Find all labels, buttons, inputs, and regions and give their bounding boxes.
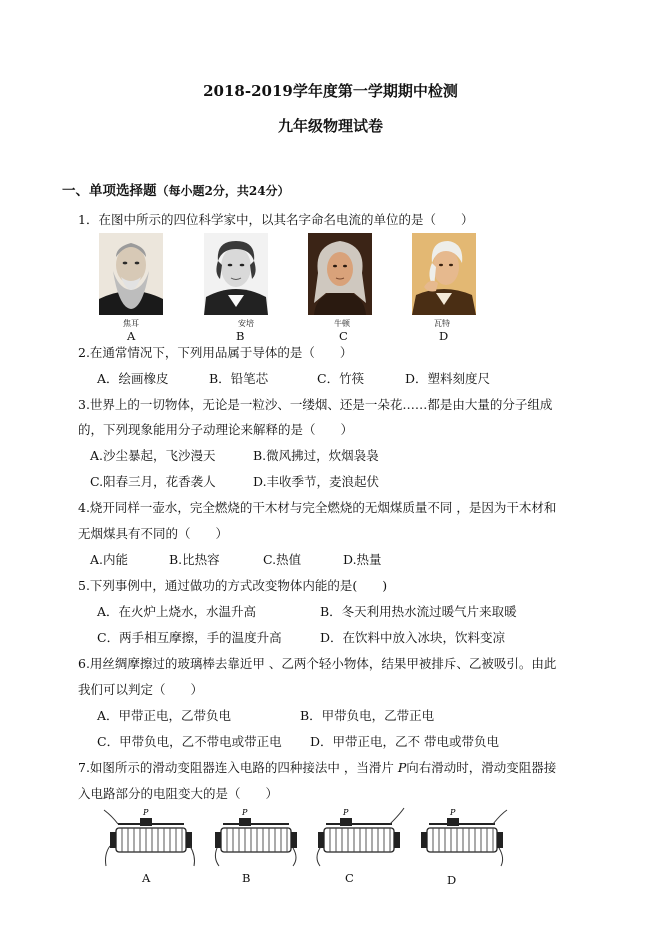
- slider-label-d: P: [450, 808, 456, 817]
- q7-stem-line1: [78, 760, 556, 776]
- q1-name-b: 安培: [238, 319, 254, 328]
- q6-option-b: B．甲带负电，乙带正电: [300, 708, 435, 723]
- slider-label-c: P: [343, 808, 349, 817]
- section-heading: [62, 183, 290, 199]
- q7-stem-line1-b: 向右滑动时，滑动变阻器接: [406, 760, 557, 775]
- rheostat-figure-b: [207, 806, 303, 868]
- q1-letter-b: B: [236, 329, 245, 343]
- rheostat-figure-c: [310, 806, 406, 868]
- section-score-note: （每小题2分，共24分）: [156, 184, 290, 198]
- q1-letter-c: C: [339, 329, 348, 343]
- portrait-watt: [412, 233, 476, 315]
- q3-option-b: B.微风拂过，炊烟袅袅: [253, 448, 379, 463]
- q7-stem-p: P: [397, 760, 407, 775]
- q4-stem-line1: 4.烧开同样一壶水，完全燃烧的干木材与完全燃烧的无烟煤质量不同 ，是因为干木材和: [78, 500, 557, 515]
- q6-option-a: A．甲带正电，乙带负电: [97, 708, 232, 723]
- q2-option-c: C．竹筷: [317, 371, 365, 386]
- q5-option-c: C．两手相互摩擦，手的温度升高: [97, 630, 282, 645]
- q6-stem-line1: 6.用丝绸摩擦过的玻璃棒去靠近甲 、乙两个轻小物体，结果甲被排斥、乙被吸引。由此: [78, 656, 557, 671]
- q2-option-b: B．铅笔芯: [209, 371, 269, 386]
- q4-option-b: B.比热容: [169, 552, 220, 567]
- portrait-joule: [99, 233, 163, 315]
- exam-title: 2018-2019学年度第一学期期中检测: [203, 82, 458, 100]
- q4-option-d: D.热量: [343, 552, 382, 567]
- q1-stem: 1．在图中所示的四位科学家中，以其名字命名电流的单位的是（ ）: [78, 212, 474, 227]
- q7-figure-b: B: [242, 871, 251, 885]
- q5-stem: 5.下列事例中，通过做功的方式改变物体内能的是( ): [78, 578, 388, 593]
- q2-option-a: A．绘画橡皮: [97, 371, 169, 386]
- rheostat-figure-a: [102, 806, 198, 868]
- q6-stem-line2: 我们可以判定（ ）: [78, 682, 204, 697]
- q4-option-a: A.内能: [90, 552, 129, 567]
- q5-option-d: D．在饮料中放入冰块，饮料变凉: [320, 630, 506, 645]
- q7-figure-c: C: [345, 871, 354, 885]
- q7-stem-line1-a: 7.如图所示的滑动变阻器连入电路的四种接法中 ，当滑片: [78, 760, 398, 775]
- q1-letter-a: A: [127, 329, 136, 343]
- q1-letter-d: D: [439, 329, 449, 343]
- q3-option-c: C.阳春三月，花香袭人: [90, 474, 216, 489]
- q2-stem: 2.在通常情况下，下列用品属于导体的是（ ）: [78, 345, 353, 360]
- q3-option-d: D.丰收季节，麦浪起伏: [253, 474, 380, 489]
- slider-label-b: P: [242, 808, 248, 817]
- q3-stem-line1: 3.世界上的一切物体，无论是一粒沙、一缕烟、还是一朵花……都是由大量的分子组成: [78, 397, 553, 412]
- portrait-newton: [308, 233, 372, 315]
- q6-option-c: C．甲带负电，乙不带电或带正电: [97, 734, 282, 749]
- q5-option-a: A．在火炉上烧水，水温升高: [97, 604, 257, 619]
- q4-stem-line2: 无烟煤具有不同的（ ）: [78, 526, 229, 541]
- q3-stem-line2: 的，下列现象能用分子动理论来解释的是（ ）: [78, 422, 354, 437]
- q7-stem-line2: 入电路部分的电阻变大的是（ ）: [78, 786, 279, 801]
- exam-subtitle: 九年级物理试卷: [277, 117, 383, 135]
- q1-name-c: 牛顿: [334, 319, 350, 328]
- rheostat-figure-d: [413, 806, 509, 868]
- q7-figure-d: D: [447, 873, 457, 887]
- q6-option-d: D．甲带正电，乙不 带电或带负电: [310, 734, 499, 749]
- q1-name-a: 焦耳: [123, 319, 139, 328]
- section-heading-text: 一、单项选择题: [62, 183, 157, 199]
- portrait-ampere: [204, 233, 268, 315]
- slider-label-a: P: [143, 808, 149, 817]
- q4-option-c: C.热值: [263, 552, 302, 567]
- q5-option-b: B．冬天利用热水流过暖气片来取暖: [320, 604, 517, 619]
- q3-option-a: A.沙尘暴起，飞沙漫天: [90, 448, 216, 463]
- q7-figure-a: A: [142, 871, 151, 885]
- q2-option-d: D．塑料刻度尺: [405, 371, 491, 386]
- q1-name-d: 瓦特: [434, 319, 450, 328]
